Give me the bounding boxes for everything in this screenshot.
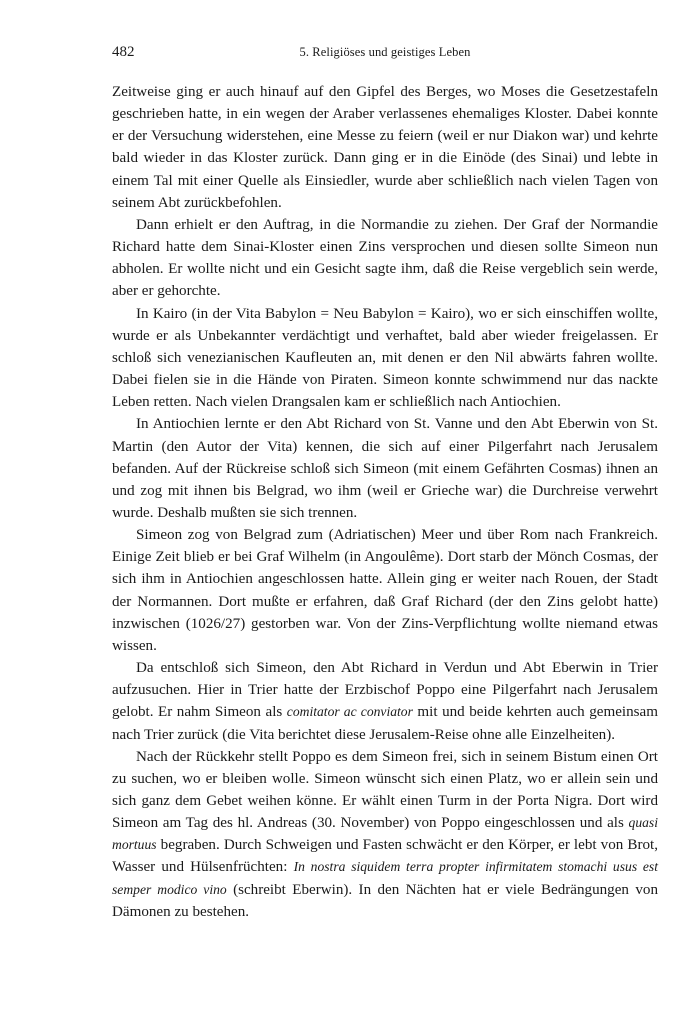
text-run: In Kairo (in der Vita Babylon = Neu Babylon = Kairo), wo er sich einschiffen wollte, wurde er als Unbekannter verdächtigt und verhaftet, bald aber wieder freigelassen. Er schloß sich venezianischen Kaufleuten an, mit denen er den Nil abwärts fahren wollte. Dabei fielen sie in die Hände von Piraten. Simeon konnte schwimmend nur das nackte Leben retten. Nach vielen Drangsalen kam er schließlich nach Antiochien.: [112, 305, 658, 411]
paragraph: [112, 214, 658, 303]
page-header: [112, 44, 658, 64]
latin-quote: In nostra siquidem terra propter infirmitatem stomachi usus est semper modico vino: [112, 859, 658, 897]
text-run: Dann erhielt er den Auftrag, in die Normandie zu ziehen. Der Graf der Normandie Richard hatte dem Sinai-Kloster einen Zins versprochen und diesen sollte Simeon nun abholen. Er wollte nicht und ein Gesicht sagte ihm, daß die Reise vergeblich sein werde, aber er gehorchte.: [112, 216, 658, 300]
text-run: Zeitweise ging er auch hinauf auf den Gipfel des Berges, wo Moses die Gesetzestafeln geschrieben hatte, in ein wegen der Araber verlassenes ehemaliges Kloster. Dabei konnte er der Versuchung widerstehen, eine Messe zu feiern (weil er nur Diakon war) und kehrte bald wieder in das Kloster zurück. Dann ging er in die Einöde (des Sinai) und lebte in einem Tal mit einer Quelle als Einsiedler, wurde aber schließlich nach vielen Tagen von seinem Abt zurückbefohlen.: [112, 84, 658, 211]
text-run: Nach der Rückkehr stellt Poppo es dem Simeon frei, sich in seinem Bistum einen Ort zu suchen, wo er bleiben wolle. Simeon wünscht sich einen Platz, wo er allein sein und sich ganz dem Gebet weihen könne. Er wählt einen Turm in der Porta Nigra. Dort wird Simeon am Tag des hl. Andreas (30. November) von Poppo eingeschlossen und als: [112, 748, 658, 832]
paragraph: [112, 524, 658, 657]
text-run: mit und beide kehrten auch gemeinsam nach Trier zurück (die Vita berichtet diese Jerusalem-Reise ohne alle Einzelheiten).: [112, 704, 658, 743]
latin-quote: quasi mortuus: [112, 815, 658, 853]
paragraph: [112, 746, 658, 923]
paragraph: [112, 413, 658, 524]
text-run: (schreibt Eberwin). In den Nächten hat er viele Bedrängungen von Dämonen zu bestehen.: [112, 881, 658, 920]
paragraph: [112, 81, 658, 214]
text-run: Simeon zog von Belgrad zum (Adriatischen) Meer und über Rom nach Frankreich. Einige Zeit blieb er bei Graf Wilhelm (in Angoulême). Dort starb der Mönch Cosmas, der sich ihm in Antiochien angeschlossen hatte. Allein ging er weiter nach Rouen, der Stadt der Normannen. Dort mußte er erfahren, daß Graf Richard (der den Zins gelobt hatte) inzwischen (1026/27) gestorben war. Von der Zins-Verpflichtung wollte niemand etwas wissen.: [112, 527, 658, 654]
text-run: begraben. Durch Schweigen und Fasten schwächt er den Körper, er lebt von Brot, Wasser und Hülsenfrüchten:: [112, 837, 658, 876]
body-text: [112, 81, 658, 923]
paragraph: [112, 303, 658, 414]
text-run: In Antiochien lernte er den Abt Richard von St. Vanne und den Abt Eberwin von St. Martin (den Autor der Vita) kennen, die sich auf einer Pilgerfahrt nach Jerusalem befanden. Auf der Rückreise schloß sich Simeon (mit einem Gefährten Cosmas) ihnen an und zog mit ihnen bis Belgrad, wo ihm (weil er Grieche war) die Durchreise verwehrt wurde. Deshalb mußten sie sich trennen.: [112, 416, 658, 521]
paragraph: [112, 657, 658, 746]
running-head: 5. Religiöses und geistiges Leben: [299, 45, 471, 59]
page-number: 482: [112, 44, 135, 60]
latin-quote: comitator ac conviator: [286, 704, 413, 720]
text-run: Da entschloß sich Simeon, den Abt Richard in Verdun und Abt Eberwin in Trier aufzusuchen. Hier in Trier hatte der Erzbischof Poppo eine Pilgerfahrt nach Jerusalem gelobt. Er nahm Simeon als: [112, 660, 658, 721]
